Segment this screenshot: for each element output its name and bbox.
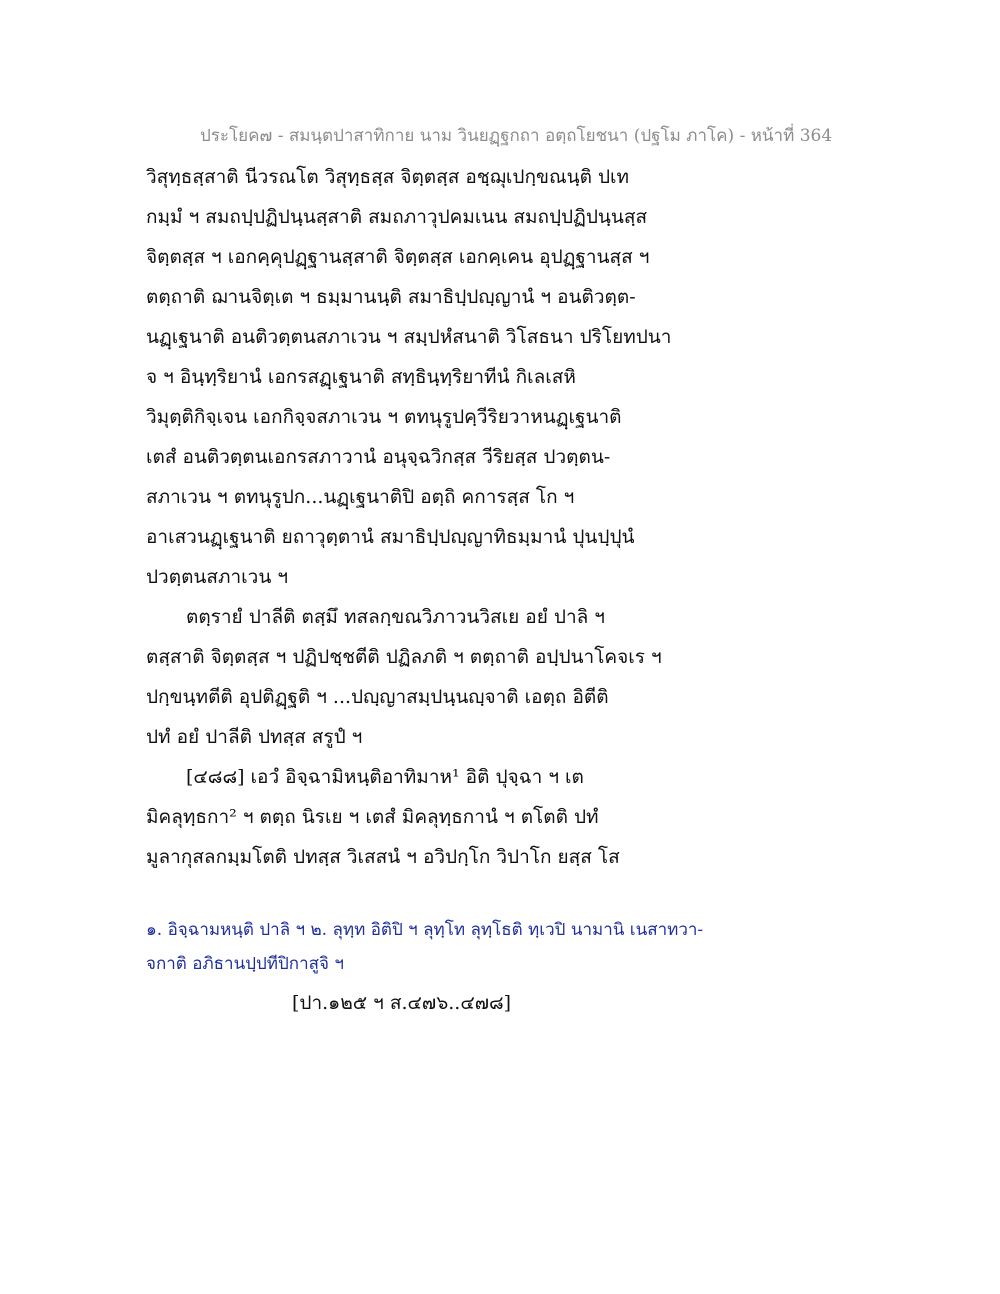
- body-line: จ ฯ อินฺทฺริยานํ เอกรสฏฺเฐนาติ สทฺธินฺทฺริยาทีนํ กิเลเสหิ: [146, 366, 576, 388]
- page-header: ประโยค๗ - สมนฺตปาสาทิกาย นาม วินยฏฺฐกถา อตฺถโยชนา (ปฐโม ภาโค) - หน้าที่ 364: [200, 126, 833, 146]
- body-line: ตสฺสาติ จิตฺตสฺส ฯ ปฏิปชฺชตีติ ปฏิลภติ ฯ ตตฺถาติ อปฺปนาโคจเร ฯ: [146, 646, 662, 668]
- body-line: วิสุทฺธสฺสาติ นีวรณโต วิสุทฺธสฺส จิตฺตสฺส อชฺฌุเปกฺขณนฺติ ปเท: [146, 166, 630, 188]
- body-line: ปทํ อยํ ปาลีติ ปทสฺส สรูปํ ฯ: [146, 726, 363, 748]
- body-line: [๔๘๘] เอวํ อิจฺฉามิหนฺติอาทิมาห¹ อิติ ปุจฺฉา ฯ เต: [186, 766, 584, 788]
- body-line: ตตฺรายํ ปาลีติ ตสฺมึ ทสลกฺขณวิภาวนวิสเย อยํ ปาลิ ฯ: [186, 606, 605, 628]
- footnote-line: จกาติ อภิธานปฺปทีปิกาสูจิ ฯ: [146, 954, 344, 974]
- body-line: ปวตฺตนสภาเวน ฯ: [146, 566, 289, 588]
- body-line: เตสํ อนติวตฺตนเอกรสภาวานํ อนุจฺฉวิกสฺส วีริยสฺส ปวตฺตน-: [146, 446, 611, 468]
- footnote-line: ๑. อิจฺฉามหนฺติ ปาลิ ฯ ๒. ลุทฺท อิติปิ ฯ ลุทฺโท ลุทฺโธติ ทฺเวปิ นามานิ เนสาทวา-: [146, 920, 704, 940]
- body-line: นฏฺเฐนาติ อนติวตฺตนสภาเวน ฯ สมฺปหํสนาติ วิโสธนา ปริโยทปนา: [146, 326, 672, 348]
- body-line: ปกฺขนฺทตีติ อุปติฏฺฐติ ฯ ...ปญฺญาสมฺปนฺนญฺจาติ เอตฺถ อิตีติ: [146, 686, 609, 708]
- body-line: สภาเวน ฯ ตทนุรูปก...นฏฺเฐนาติปิ อตฺถิ คการสฺส โก ฯ: [146, 486, 575, 508]
- body-line: ตตฺถาติ ฌานจิตฺเต ฯ ธมฺมานนฺติ สมาธิปฺปญฺญานํ ฯ อนติวตฺต-: [146, 286, 636, 308]
- body-line: กมฺมํ ฯ สมถปฺปฏิปนฺนสฺสาติ สมถภาวุปคมเนน สมถปฺปฏิปนฺนสฺส: [146, 206, 648, 228]
- body-line: มิคลุทฺธกา² ฯ ตตฺถ นิรเย ฯ เตสํ มิคลุทฺธกานํ ฯ ตโตติ ปทํ: [146, 806, 599, 828]
- body-line: จิตฺตสฺส ฯ เอกคฺคุปฏฺฐานสฺสาติ จิตฺตสฺส เอกคฺเคน อุปฏฺฐานสฺส ฯ: [146, 246, 650, 268]
- body-line: มูลากุสลกมฺมโตติ ปทสฺส วิเสสนํ ฯ อวิปกฺโก วิปาโก ยสฺส โส: [146, 846, 620, 868]
- page-reference: [ปา.๑๒๕ ฯ ส.๔๗๖..๔๗๘]: [292, 992, 512, 1014]
- body-line: วิมุตฺติกิจฺเจน เอกกิจฺจสภาเวน ฯ ตทนุรูปคฺวีริยวาหนฏฺเฐนาติ: [146, 406, 622, 428]
- body-line: อาเสวนฏฺเฐนาติ ยถาวุตฺตานํ สมาธิปฺปญฺญาทิธมฺมานํ ปุนปฺปุนํ: [146, 526, 635, 548]
